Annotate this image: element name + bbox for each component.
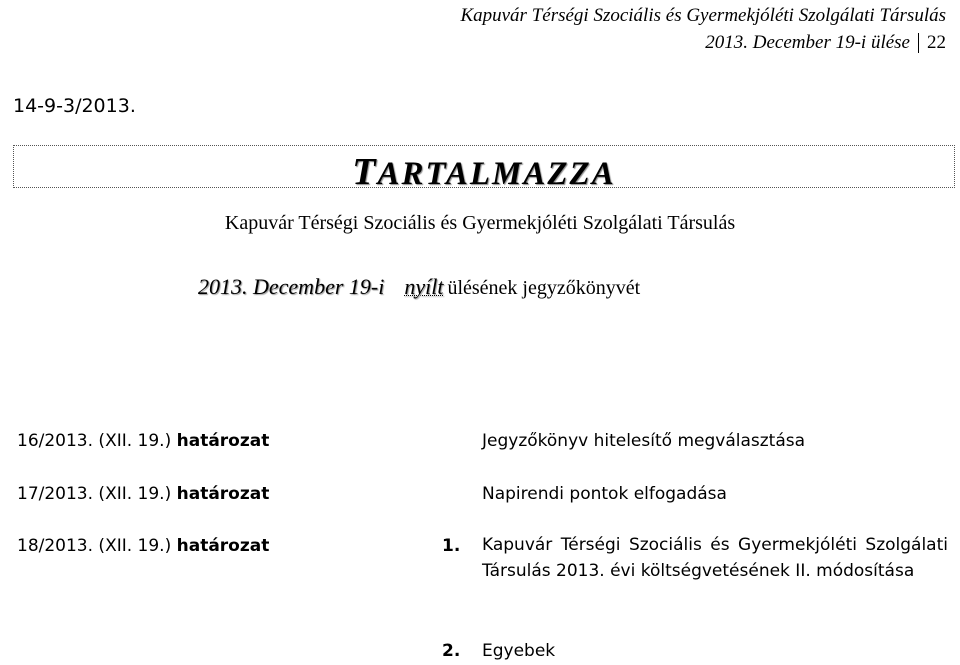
resolution-kind: határozat	[176, 536, 270, 556]
page-header	[460, 2, 946, 56]
session-line	[198, 274, 640, 300]
resolution-number: 16/2013. (XII. 19.)	[17, 431, 172, 451]
header-meeting: 2013. December 19-i ülése	[705, 32, 910, 53]
title-box	[13, 145, 955, 193]
document-number: 14-9-3/2013.	[13, 95, 136, 117]
session-rest: ülésének jegyzőkönyvét	[447, 277, 641, 299]
agenda-item-text: Egyebek	[482, 641, 556, 661]
agenda-item-number: 2.	[442, 641, 461, 661]
session-type: nyílt	[404, 274, 444, 299]
resolution-18	[17, 536, 269, 556]
resolution-16	[17, 431, 269, 451]
resolution-17	[17, 484, 269, 504]
resolution-17-subject: Napirendi pontok elfogadása	[482, 484, 727, 504]
page-number: 22	[927, 32, 946, 53]
resolution-number: 18/2013. (XII. 19.)	[17, 536, 172, 556]
header-org: Kapuvár Térségi Szociális és Gyermekjóléti Szolgálati Társulás	[460, 5, 946, 26]
resolution-number: 17/2013. (XII. 19.)	[17, 484, 172, 504]
session-date: 2013. December 19-i	[198, 274, 385, 299]
resolution-16-subject: Jegyzőkönyv hitelesítő megválasztása	[482, 431, 806, 451]
agenda-item-text: Kapuvár Térségi Szociális és Gyermekjóléti Szolgálati Társulás 2013. évi költségvetésének II. módosítása	[482, 535, 948, 581]
resolution-kind: határozat	[176, 484, 270, 504]
title-first-letter: T	[352, 151, 378, 193]
header-separator	[918, 33, 919, 53]
title-rest: ARTALMAZZA	[377, 156, 616, 192]
agenda-item-number: 1.	[442, 536, 461, 556]
organization-name: Kapuvár Térségi Szociális és Gyermekjóléti Szolgálati Társulás	[224, 212, 736, 234]
resolution-kind: határozat	[176, 431, 270, 451]
header-meta	[705, 29, 946, 56]
page-title	[14, 150, 954, 194]
